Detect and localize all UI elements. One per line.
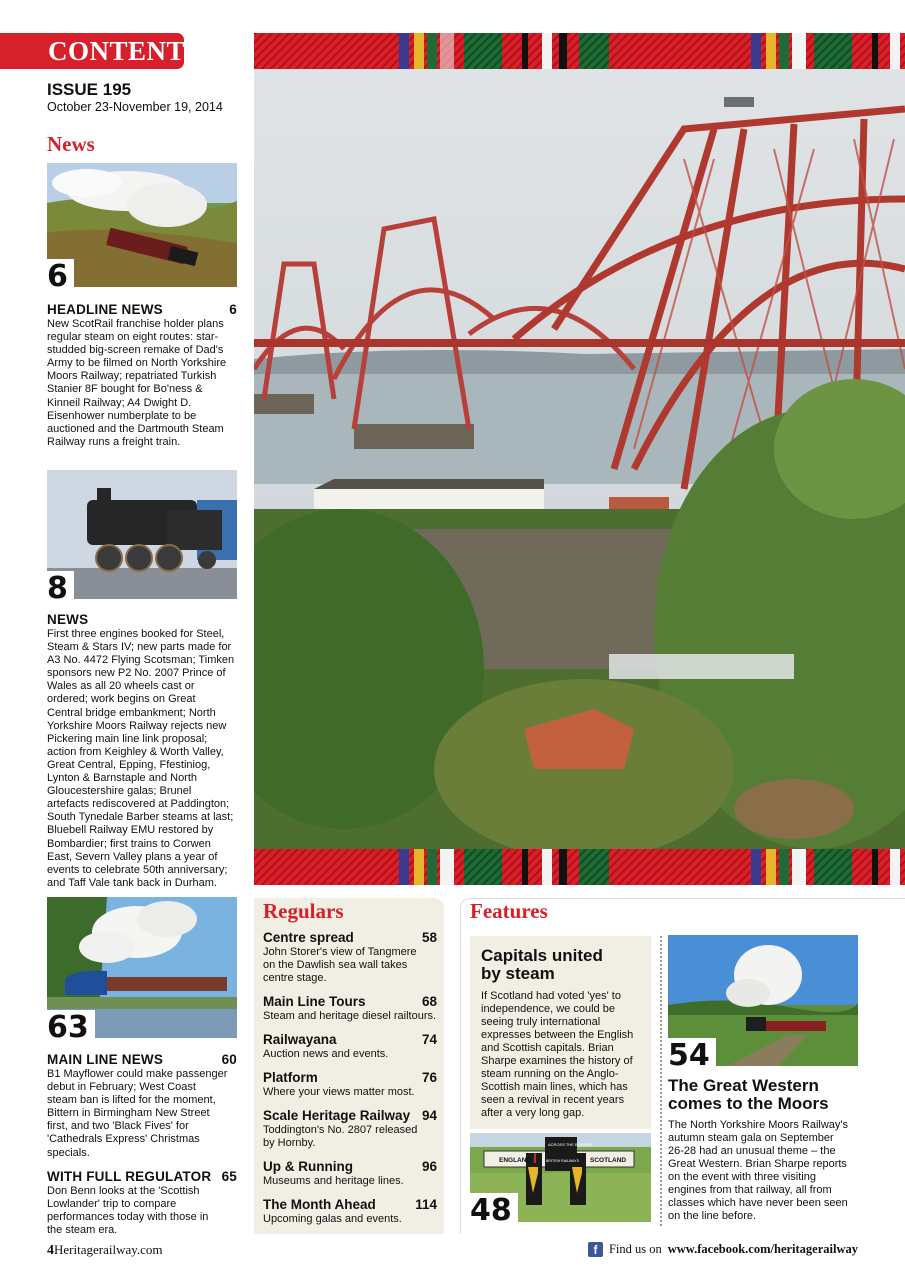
headline-news-page: 6 (229, 302, 237, 317)
facebook-icon: f (588, 1242, 603, 1257)
regular-railwayana[interactable] (263, 1032, 437, 1061)
regular-title: Scale Heritage Railway (263, 1108, 411, 1123)
capitals-page-badge: 48 (470, 1193, 518, 1228)
tartan-strip-top (254, 33, 905, 69)
regular-page: 58 (421, 930, 437, 945)
regular-title: Main Line Tours (263, 994, 366, 1009)
sign-scotland: SCOTLAND (590, 1157, 627, 1164)
locomotive-illustration (47, 470, 237, 599)
regular-main-line-tours[interactable] (263, 994, 437, 1023)
regular-title: Centre spread (263, 930, 354, 945)
regular-desc: Where your views matter most. (263, 1086, 415, 1098)
footer-site: Heritagerailway.com (54, 1242, 163, 1257)
regular-centre-spread[interactable] (263, 930, 437, 985)
full-regulator-body: Don Benn looks at the 'Scottish Lowlander' trip to compare performances today with those in the steam era. (47, 1185, 209, 1237)
issue-number: ISSUE 195 (47, 80, 132, 99)
features-section-title: Features (470, 899, 548, 923)
regular-platform[interactable] (263, 1070, 437, 1099)
regular-month-ahead[interactable] (263, 1197, 437, 1226)
headline-news-label: HEADLINE NEWS (47, 302, 163, 317)
full-regulator-label: WITH FULL REGULATOR (47, 1169, 212, 1184)
regular-page: 76 (421, 1070, 437, 1085)
regular-title: Platform (263, 1070, 318, 1085)
news-section-title: News (47, 132, 95, 156)
main-line-news-body: B1 Mayflower could make passenger debut in February; West Coast steam ban is lifted for the moment, Bittern in Birmingham New Street first, and two 'Black Fives' for 'Cathedrals Express' Christmas specials. (47, 1068, 228, 1159)
tartan-strip-bottom (254, 849, 905, 885)
news-title[interactable] (47, 612, 237, 627)
regular-page: 114 (415, 1197, 437, 1212)
footer-page-number: 4 (47, 1243, 54, 1258)
news-photo-steam-train[interactable] (47, 163, 237, 287)
main-line-news-label: MAIN LINE NEWS (47, 1052, 164, 1067)
news-body: First three engines booked for Steel, Steam & Stars IV; new parts made for A3 No. 4472 Flying Scotsman; Timken sponsors new P2 No. 2007 Prince of Wales as all 20 wheels cast or ordered; work begins on Great Central bridge embankment; North Yorkshire Moors Railway rejects new Pickering main line link proposal; action from Keighley & Worth Valley, Great Central, Epping, Ffestiniog, Lynton & Barnstaple and North Gloucestershire galas; Brunel artefacts rediscovered at Paddington; South Tynedale Barber steams at last; Bluebell Railway EMU restored by Bombardier; first trains to Corwen East, Severn Valley plans a year of events to celebrate 50th anniversary; and Taff Vale tank back in Durham. (47, 628, 235, 889)
great-western-title[interactable]: The Great Western comes to the Moors (668, 1076, 829, 1113)
capitals-body: If Scotland had voted 'yes' to independence, we could be seeing truly international expresses between the English and Scottish capitals. Brian Sharpe examines the history of steam running on the Anglo- Scottish main lines, which has seen a revival in recent years after a very long gap. (481, 990, 634, 1119)
regular-desc: Upcoming galas and events. (263, 1213, 402, 1225)
regular-desc: Toddington's No. 2807 released by Hornby. (263, 1124, 418, 1149)
sign-british-railways: BRITISH RAILWAYS (546, 1159, 580, 1163)
facebook-url[interactable]: www.facebook.com/heritagerailway (667, 1242, 858, 1256)
regular-page: 74 (421, 1032, 437, 1047)
regulars-section-title: Regulars (263, 899, 344, 923)
great-western-page-badge: 54 (668, 1038, 716, 1073)
footer-page-info (47, 1242, 163, 1259)
forth-bridge-photo[interactable] (254, 69, 905, 850)
steam-train-illustration (47, 163, 237, 287)
regular-desc: John Storer's view of Tangmere on the Dawlish sea wall takes centre stage. (263, 946, 417, 984)
main-line-news-title[interactable] (47, 1052, 237, 1067)
capitals-title: Capitals united by steam (481, 946, 603, 983)
headline-news-title[interactable] (47, 302, 237, 317)
full-regulator-title[interactable] (47, 1169, 237, 1184)
main-line-news-page: 60 (221, 1052, 237, 1067)
news-label: NEWS (47, 612, 89, 627)
sign-england: ENGLAND (499, 1157, 532, 1164)
regular-page: 68 (421, 994, 437, 1009)
forth-bridge-illustration (254, 69, 905, 850)
features-divider (660, 936, 662, 1226)
regular-title: Up & Running (263, 1159, 353, 1174)
news-page-badge: 8 (47, 571, 74, 606)
regular-title: The Month Ahead (263, 1197, 376, 1212)
regular-page: 96 (421, 1159, 437, 1174)
full-regulator-page: 65 (221, 1169, 237, 1184)
regular-desc: Auction news and events. (263, 1048, 389, 1060)
regular-up-and-running[interactable] (263, 1159, 437, 1188)
footer-facebook[interactable] (588, 1242, 858, 1257)
regular-desc: Museums and heritage lines. (263, 1175, 404, 1187)
regular-desc: Steam and heritage diesel railtours. (263, 1010, 437, 1022)
regular-page: 94 (421, 1108, 437, 1123)
sign-across: ACROSS THE BORDER (548, 1142, 593, 1147)
headline-news-body: New ScotRail franchise holder plans regular steam on eight routes: star- studded big-screen remake of Dad's Army to be filmed on North Yorkshire Moors Railway; repatriated Turkish Stanier 8F bought for Bo'ness & Kinneil Railway; A4 Dwight D. Eisenhower numberplate to be auctioned and the Dartmouth Steam Railway runs a freight train. (47, 318, 227, 448)
facebook-prefix: Find us on (608, 1242, 662, 1256)
news-photo-locomotive[interactable] (47, 470, 237, 599)
great-western-body: The North Yorkshire Moors Railway's autumn steam gala on September 26-28 had an unusual theme – the Great Western. Brian Sharpe reports on the event with three visiting engines from that railway, all from classes which have never been seen on the line before. (668, 1119, 849, 1222)
regular-title: Railwayana (263, 1032, 337, 1047)
contents-banner: CONTENTS (0, 33, 184, 69)
news-page-badge: 6 (47, 259, 74, 294)
regular-scale-heritage[interactable] (263, 1108, 437, 1150)
main-line-page-badge: 63 (47, 1010, 95, 1045)
issue-date: October 23-November 19, 2014 (47, 100, 223, 114)
